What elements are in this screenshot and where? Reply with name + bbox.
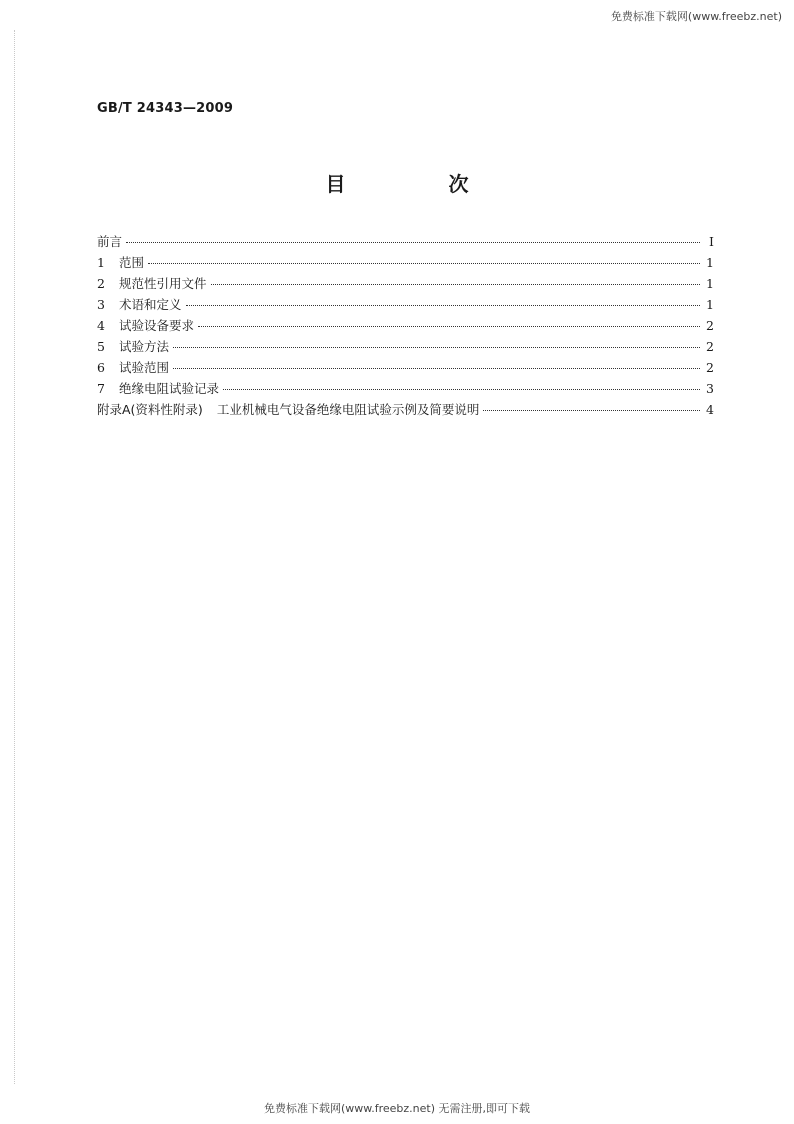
toc-entry-number: 6 <box>97 360 105 375</box>
top-watermark: 免费标准下载网(www.freebz.net) <box>610 10 782 23</box>
toc-entry-number: 4 <box>97 318 105 333</box>
toc-entry-number: 1 <box>97 255 105 270</box>
toc-entry-page: 4 <box>706 402 714 417</box>
toc-entry-page: 1 <box>706 255 714 270</box>
toc-entry-test-scope[interactable] <box>97 358 714 379</box>
toc-entry-number: 7 <box>97 381 105 396</box>
appendix-title: 工业机械电气设备绝缘电阻试验示例及简要说明 <box>216 402 480 417</box>
toc-entry-label: 试验设备要求 <box>119 318 195 333</box>
toc-entry-label: 规范性引用文件 <box>119 276 207 291</box>
toc-entry-label: 前言 <box>97 234 123 249</box>
toc-entry-normative-references[interactable] <box>97 274 714 295</box>
toc-leader-dots <box>211 284 700 285</box>
document-code: GB/T 24343—2009 <box>97 101 234 116</box>
toc-entry-foreword[interactable] <box>97 232 714 253</box>
toc-entry-label: 绝缘电阻试验记录 <box>119 381 220 396</box>
toc-entry-label: 试验方法 <box>119 339 170 354</box>
toc-entry-page: 1 <box>706 297 714 312</box>
toc-entry-terms-definitions[interactable] <box>97 295 714 316</box>
toc-leader-dots <box>126 242 700 243</box>
toc-leader-dots <box>148 263 700 264</box>
toc-entry-page: 1 <box>706 276 714 291</box>
toc-title: 目 次 <box>325 172 517 196</box>
toc-entry-test-record[interactable] <box>97 379 714 400</box>
toc-leader-dots <box>173 368 700 369</box>
toc-leader-dots <box>186 305 700 306</box>
toc-entry-test-equipment[interactable] <box>97 316 714 337</box>
toc-entry-label: 术语和定义 <box>119 297 182 312</box>
toc-entry-appendix-a[interactable] <box>97 400 714 421</box>
toc-entry-page: Ⅰ <box>709 234 714 249</box>
toc-leader-dots <box>223 389 700 390</box>
toc-entry-label: 试验范围 <box>119 360 170 375</box>
toc-entry-label: 范围 <box>119 255 145 270</box>
toc-entry-page: 2 <box>706 318 714 333</box>
toc-leader-dots <box>198 326 700 327</box>
toc-entry-number: 3 <box>97 297 105 312</box>
toc-entry-page: 3 <box>706 381 714 396</box>
toc-list <box>97 232 714 421</box>
appendix-label: 附录A(资料性附录) <box>97 402 203 417</box>
toc-entry-number: 2 <box>97 276 105 291</box>
bottom-watermark: 免费标准下载网(www.freebz.net) 无需注册,即可下载 <box>263 1102 531 1115</box>
toc-entry-page: 2 <box>706 339 714 354</box>
toc-leader-dots <box>173 347 700 348</box>
toc-entry-scope[interactable] <box>97 253 714 274</box>
toc-entry-number: 5 <box>97 339 105 354</box>
toc-leader-dots <box>483 410 700 411</box>
toc-entry-test-method[interactable] <box>97 337 714 358</box>
toc-entry-page: 2 <box>706 360 714 375</box>
